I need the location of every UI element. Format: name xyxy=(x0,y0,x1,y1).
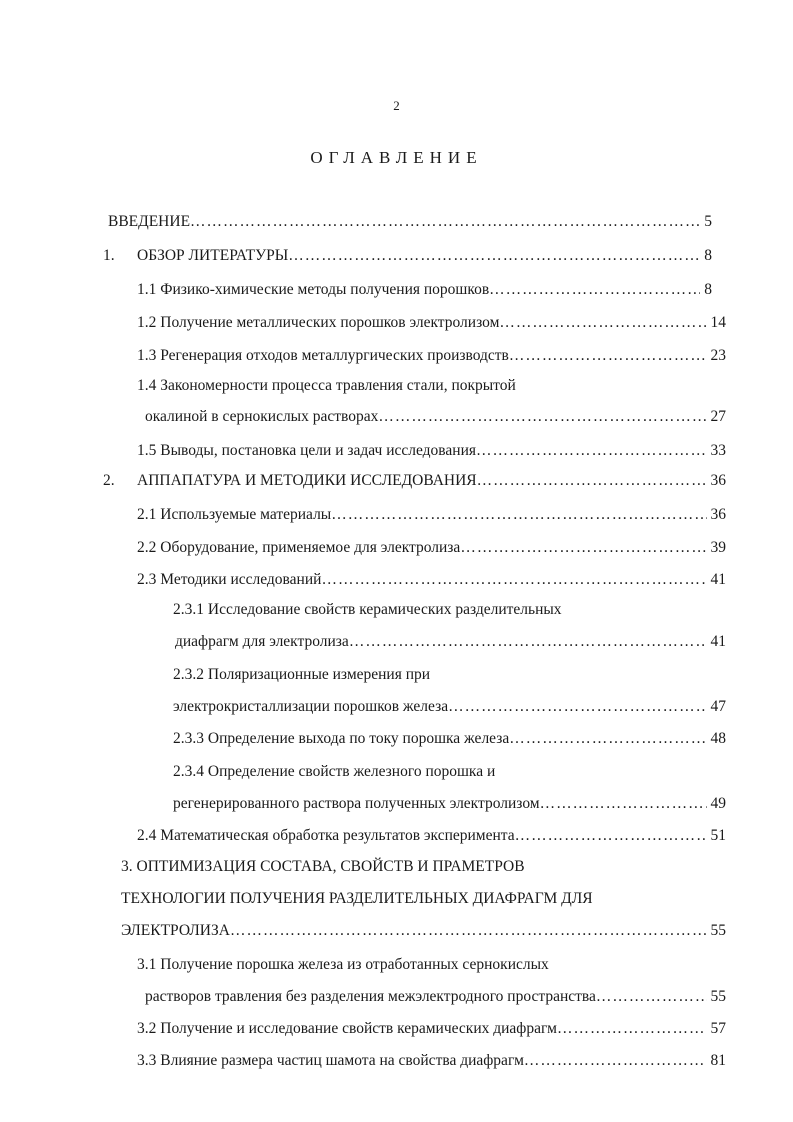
toc-page-number: 36 xyxy=(710,506,726,523)
toc-entry-2-1[interactable] xyxy=(137,505,726,525)
toc-page-number: 47 xyxy=(710,698,726,715)
toc-entry-chapter-3[interactable] xyxy=(121,921,726,941)
toc-entry-text: 1.1 Физико-химические методы получения порошков xyxy=(137,281,490,298)
toc-entry-text: 2.3 Методики исследований xyxy=(137,571,322,588)
toc-entry-1-2[interactable] xyxy=(137,313,726,333)
toc-entry-3-3[interactable] xyxy=(137,1051,726,1071)
toc-entry-text: ЭЛЕКТРОЛИЗА xyxy=(121,922,230,939)
toc-entry-1-5[interactable] xyxy=(137,441,726,461)
toc-page-number: 39 xyxy=(710,539,726,556)
toc-entry-chapter-3-line2[interactable]: ТЕХНОЛОГИИ ПОЛУЧЕНИЯ РАЗДЕЛИТЕЛЬНЫХ ДИАФРАГМ ДЛЯ xyxy=(121,890,593,907)
toc-entry-text: 1.2 Получение металлических порошков электролизом xyxy=(137,314,500,331)
leader-dots xyxy=(557,1019,707,1039)
toc-page-number: 36 xyxy=(710,472,726,489)
leader-dots xyxy=(489,280,700,300)
toc-entry-text: диафрагм для электролиза xyxy=(175,633,349,650)
toc-entry-1-1[interactable] xyxy=(137,280,712,300)
toc-entry-3-1-line1[interactable]: 3.1 Получение порошка железа из отработанных сернокислых xyxy=(137,956,549,973)
toc-page-number: 14 xyxy=(710,314,726,331)
leader-dots xyxy=(288,246,700,266)
toc-page-number: 48 xyxy=(710,730,726,747)
toc-page-number: 8 xyxy=(704,247,712,264)
leader-dots xyxy=(524,1051,707,1071)
toc-page-number: 5 xyxy=(704,213,712,230)
toc-entry-3-2[interactable] xyxy=(137,1019,726,1039)
leader-dots xyxy=(477,471,707,491)
toc-entry-text: регенерированного раствора полученных электролизом xyxy=(173,795,540,812)
toc-page-number: 23 xyxy=(710,347,726,364)
toc-entry-text: 2.1 Используемые материалы xyxy=(137,506,332,523)
chapter-number: 1. xyxy=(103,247,115,264)
leader-dots xyxy=(448,697,706,717)
toc-entry-2-4[interactable] xyxy=(137,826,726,846)
toc-entry-text: 2.4 Математическая обработка результатов эксперимента xyxy=(137,827,515,844)
toc-entry-intro[interactable] xyxy=(108,212,712,232)
leader-dots xyxy=(509,346,707,366)
toc-entry-text: 2.3.3 Определение выхода по току порошка железа xyxy=(173,730,510,747)
toc-entry-2-3-4[interactable] xyxy=(173,794,726,814)
toc-entry-2-3-1-line1[interactable]: 2.3.1 Исследование свойств керамических разделительных xyxy=(173,601,562,618)
toc-entry-2-3-3[interactable] xyxy=(173,729,726,749)
toc-page-number: 33 xyxy=(710,442,726,459)
leader-dots xyxy=(515,826,707,846)
toc-page-number: 27 xyxy=(710,408,726,425)
leader-dots xyxy=(230,921,707,941)
toc-entry-2-3[interactable] xyxy=(137,570,726,590)
toc-entry-text: 3.2 Получение и исследование свойств керамических диафрагм xyxy=(137,1020,557,1037)
leader-dots xyxy=(596,987,707,1007)
toc-entry-chapter-2[interactable] xyxy=(137,471,726,491)
leader-dots xyxy=(509,729,706,749)
leader-dots xyxy=(476,441,706,461)
toc-entry-2-3-1[interactable] xyxy=(175,632,726,652)
toc-entry-text: растворов травления без разделения межэлектродного пространства xyxy=(145,988,596,1005)
toc-entry-1-3[interactable] xyxy=(137,346,726,366)
toc-entry-text: электрокристаллизации порошков железа xyxy=(173,698,449,715)
toc-entry-chapter-1[interactable] xyxy=(137,246,712,266)
toc-entry-text: ОБЗОР ЛИТЕРАТУРЫ xyxy=(137,247,289,264)
toc-entry-1-4[interactable] xyxy=(145,407,726,427)
toc-page-number: 57 xyxy=(710,1020,726,1037)
toc-page-number: 49 xyxy=(710,795,726,812)
leader-dots xyxy=(499,313,706,333)
toc-entry-3-1[interactable] xyxy=(145,987,726,1007)
leader-dots xyxy=(190,212,700,232)
toc-entry-text: 2.2 Оборудование, применяемое для электролиза xyxy=(137,539,461,556)
page-title: ОГЛАВЛЕНИЕ xyxy=(310,148,483,167)
toc-page-number: 51 xyxy=(710,827,726,844)
toc-entry-text: 1.5 Выводы, постановка цели и задач исследования xyxy=(137,442,477,459)
toc-entry-2-2[interactable] xyxy=(137,538,726,558)
toc-entry-2-3-4-line1[interactable]: 2.3.4 Определение свойств железного порошка и xyxy=(173,763,496,780)
toc-entry-1-4-line1[interactable]: 1.4 Закономерности процесса травления стали, покрытой xyxy=(137,377,516,394)
leader-dots xyxy=(321,570,706,590)
toc-entry-text: АППАПАТУРА И МЕТОДИКИ ИССЛЕДОВАНИЯ xyxy=(137,472,477,489)
chapter-number: 2. xyxy=(103,472,115,489)
toc-page-number: 55 xyxy=(710,988,726,1005)
leader-dots xyxy=(540,794,707,814)
toc-entry-text: 1.3 Регенерация отходов металлургических производств xyxy=(137,347,509,364)
toc-entry-2-3-2-line1[interactable]: 2.3.2 Поляризационные измерения при xyxy=(173,666,431,683)
leader-dots xyxy=(349,632,707,652)
toc-page-number: 8 xyxy=(704,281,712,298)
toc-entry-2-3-2[interactable] xyxy=(173,697,726,717)
toc-entry-text: ВВЕДЕНИЕ xyxy=(108,213,191,230)
leader-dots xyxy=(460,538,706,558)
toc-entry-chapter-3-line1[interactable]: 3. ОПТИМИЗАЦИЯ СОСТАВА, СВОЙСТВ И ПРАМЕТРОВ xyxy=(121,858,525,875)
toc-page-number: 81 xyxy=(710,1052,726,1069)
toc-entry-text: окалиной в сернокислых растворах xyxy=(145,408,379,425)
page-number: 2 xyxy=(393,98,400,113)
leader-dots xyxy=(378,407,706,427)
toc-page-number: 41 xyxy=(710,633,726,650)
leader-dots xyxy=(331,505,706,525)
toc-page-number: 41 xyxy=(710,571,726,588)
toc-page-number: 55 xyxy=(710,922,726,939)
toc-entry-text: 3.3 Влияние размера частиц шамота на свойства диафрагм xyxy=(137,1052,524,1069)
